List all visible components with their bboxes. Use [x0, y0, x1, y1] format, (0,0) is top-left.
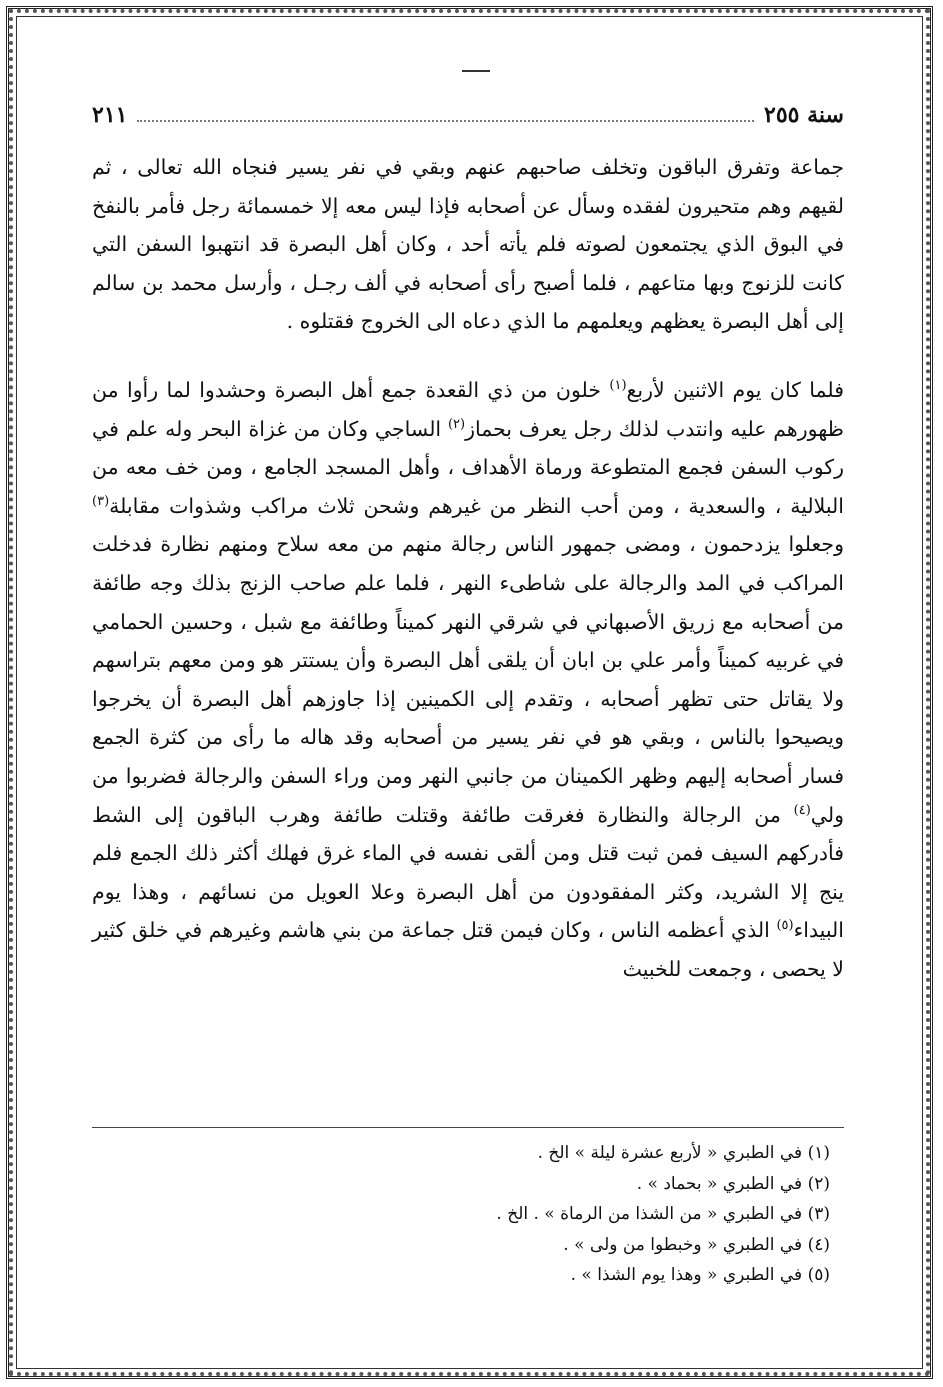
p2-segment-3: الساجي وكان من غزاة البحر وله علم في ركوب السفن فجمع المتطوعة ورماة الأهداف ، وأهل المسجد الجامع ، ومن خف معه من البلالية ، والسعدية ، ومن أحب النظر من غيرهم وشحن ثلاث مراكب وشذوات مقابلة: [92, 416, 844, 518]
p2-segment-5: من الرجالة والنظارة فغرقت طائفة وقتلت طائفة وهرب الباقون إلى الشط فأدركهم السيف فمن ثبت قتل ومن ألقى نفسه في الماء غرق فهلك أكثر ذلك الجمع فلم ينج إلا الشريد، وكثر المفقودون من أهل البصرة وعلا العويل من نسائهم ، وهذا يوم البيداء: [92, 802, 844, 943]
footnote-separator: [92, 1127, 844, 1128]
footnote-ref-1[interactable]: (١): [609, 378, 627, 394]
page-number: ٢١١: [92, 102, 128, 128]
footnote-4: (٤) في الطبري « وخبطوا من ولى » .: [563, 1234, 830, 1255]
paragraph-2: [92, 371, 844, 989]
p2-segment-2: خلون من ذي القعدة جمع أهل البصرة وحشدوا لما رأوا من ظهورهم عليه وانتدب لذلك رجل يعرف بحماز: [92, 377, 844, 441]
footnote-ref-3[interactable]: (٣): [92, 493, 110, 509]
footnote-ref-5[interactable]: (٥): [776, 918, 794, 934]
p2-segment-4: وجعلوا يزدحمون ، ومضى جمهور الناس رجالة منهم من معه سلاح ومنهم نظارة فدخلت المراكب في المد والرجالة على شاطىء النهر ، فلما علم صاحب الزنج بذلك وجه طائفة من أصحابه مع زريق الأصبهاني في شرقي النهر كميناً وطائفة مع شبل ، وحسين الحمامي في غربيه كميناً وأمر علي بن ابان أن يلقى أهل البصرة وأن يستتر هو ومن معهم بتراسهم ولا يقاتل حتى تظهر أصحابه ، وتقدم إلى الكمينين إذا جاوزهم أهل البصرة أن يخرجوا ويصيحوا بالناس ، وبقي هو في نفر يسير من أصحابه وقد هاله ما رأى من كثرة الجمع فسار أصحابه إليهم وظهر الكمينان من جانبي النهر ومن وراء السفن والرجالة فضربوا من ولي: [92, 532, 844, 827]
footnote-2: (٢) في الطبري « بحماد » .: [636, 1173, 830, 1194]
footnotes: [92, 1138, 844, 1291]
footnote-ref-4[interactable]: (٤): [793, 802, 811, 818]
footnote-1: (١) في الطبري « لأربع عشرة ليلة » الخ .: [537, 1143, 830, 1163]
running-title: سنة ٢٥٥: [764, 102, 844, 128]
footnote-3: (٣) في الطبري « من الشذا من الرماة » . الخ .: [496, 1204, 830, 1224]
main-text: [92, 148, 844, 988]
footnote-ref-2[interactable]: (٢): [447, 416, 466, 432]
header-dotted-leader: [137, 120, 754, 122]
top-ornament-dash: [462, 70, 490, 72]
paragraph-1: جماعة وتفرق الباقون وتخلف صاحبهم عنهم وبقي في نفر يسير فنجاه الله تعالى ، ثم لقيهم وهم متحيرون لفقده وسأل عن أصحابه فإذا ليس معه إلا خمسمائة رجل فأمر بالنفخ في البوق الذي يجتمعون لصوته فلم يأته أحد ، وكان أهل البصرة قد انتهبوا السفن التي كانت للزنوج وبها متاعهم ، فلما أصبح رأى أصحابه في ألف رجـل ، وأرسل محمد بن سالم إلى أهل البصرة يعظهم ويعلمهم ما الذي دعاه الى الخروج فقتلوه .: [92, 155, 844, 334]
footnote-5: (٥) في الطبري « وهذا يوم الشذا » .: [570, 1265, 830, 1285]
p2-segment-1: فلما كان يوم الاثنين لأربع: [626, 377, 844, 402]
running-header: [92, 92, 844, 128]
p2-segment-6: الذي أعظمه الناس ، وكان فيمن قتل جماعة من بني هاشم وغيرهم في خلق كثير لا يحصى ، وجمعت للخبيث: [92, 918, 844, 981]
